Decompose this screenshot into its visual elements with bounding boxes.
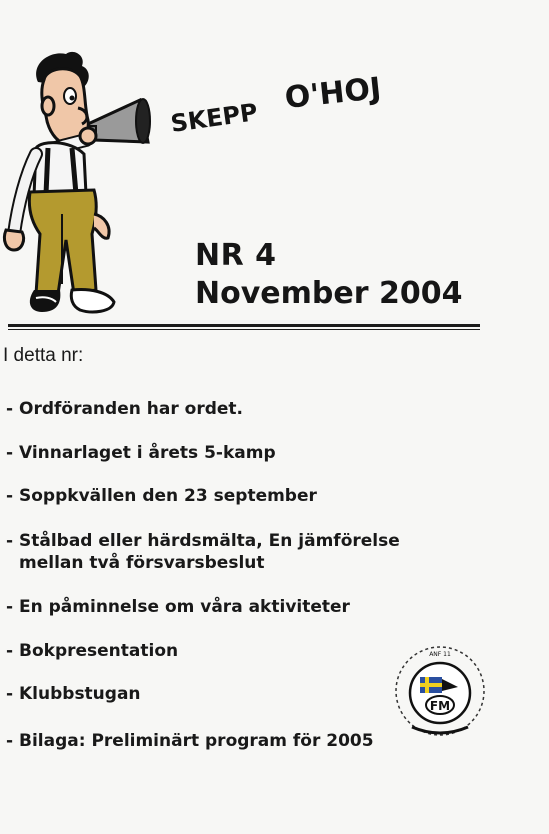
toc-item <box>6 485 317 507</box>
sailor-megaphone-illustration <box>0 44 160 320</box>
toc-item-text: Soppkvällen den 23 september <box>19 486 317 506</box>
divider-rule-thick <box>8 324 480 327</box>
toc-dash: - <box>6 443 14 463</box>
toc-item <box>6 640 178 662</box>
club-badge-emblem <box>392 643 488 739</box>
toc-dash: - <box>6 684 14 704</box>
toc-dash: - <box>6 731 14 751</box>
masthead-title-part1: SKEPP <box>168 98 260 138</box>
toc-heading: I detta nr: <box>3 345 84 366</box>
toc-item-text: Bilaga: Preliminärt program för 2005 <box>19 731 374 751</box>
toc-item <box>6 730 374 752</box>
divider-rule-thin <box>8 329 480 330</box>
masthead-title <box>160 66 420 146</box>
toc-item-text: Bokpresentation <box>19 641 179 661</box>
toc-dash: - <box>6 531 14 551</box>
toc-item-text: Stålbad eller härdsmälta, En jämförelse <box>19 531 400 551</box>
masthead-title-part2: O'HOJ <box>283 71 383 116</box>
issue-date: November 2004 <box>195 276 463 311</box>
toc-item <box>6 530 400 574</box>
toc-item-text: Vinnarlaget i årets 5-kamp <box>19 443 276 463</box>
toc-item <box>6 442 276 464</box>
toc-item-text: Klubbstugan <box>19 684 141 704</box>
toc-dash: - <box>6 399 14 419</box>
toc-item <box>6 596 350 618</box>
toc-item <box>6 683 141 705</box>
toc-item-text: En påminnelse om våra aktiviteter <box>19 597 350 617</box>
issue-number: NR 4 <box>195 238 277 273</box>
badge-center-text: FM <box>429 699 451 713</box>
toc-item-text-continued: mellan två försvarsbeslut <box>19 553 265 573</box>
badge-top-text: ANF 11 <box>429 651 451 658</box>
toc-item <box>6 398 243 420</box>
toc-dash: - <box>6 486 14 506</box>
toc-dash: - <box>6 597 14 617</box>
toc-item-text: Ordföranden har ordet. <box>19 399 243 419</box>
toc-dash: - <box>6 641 14 661</box>
